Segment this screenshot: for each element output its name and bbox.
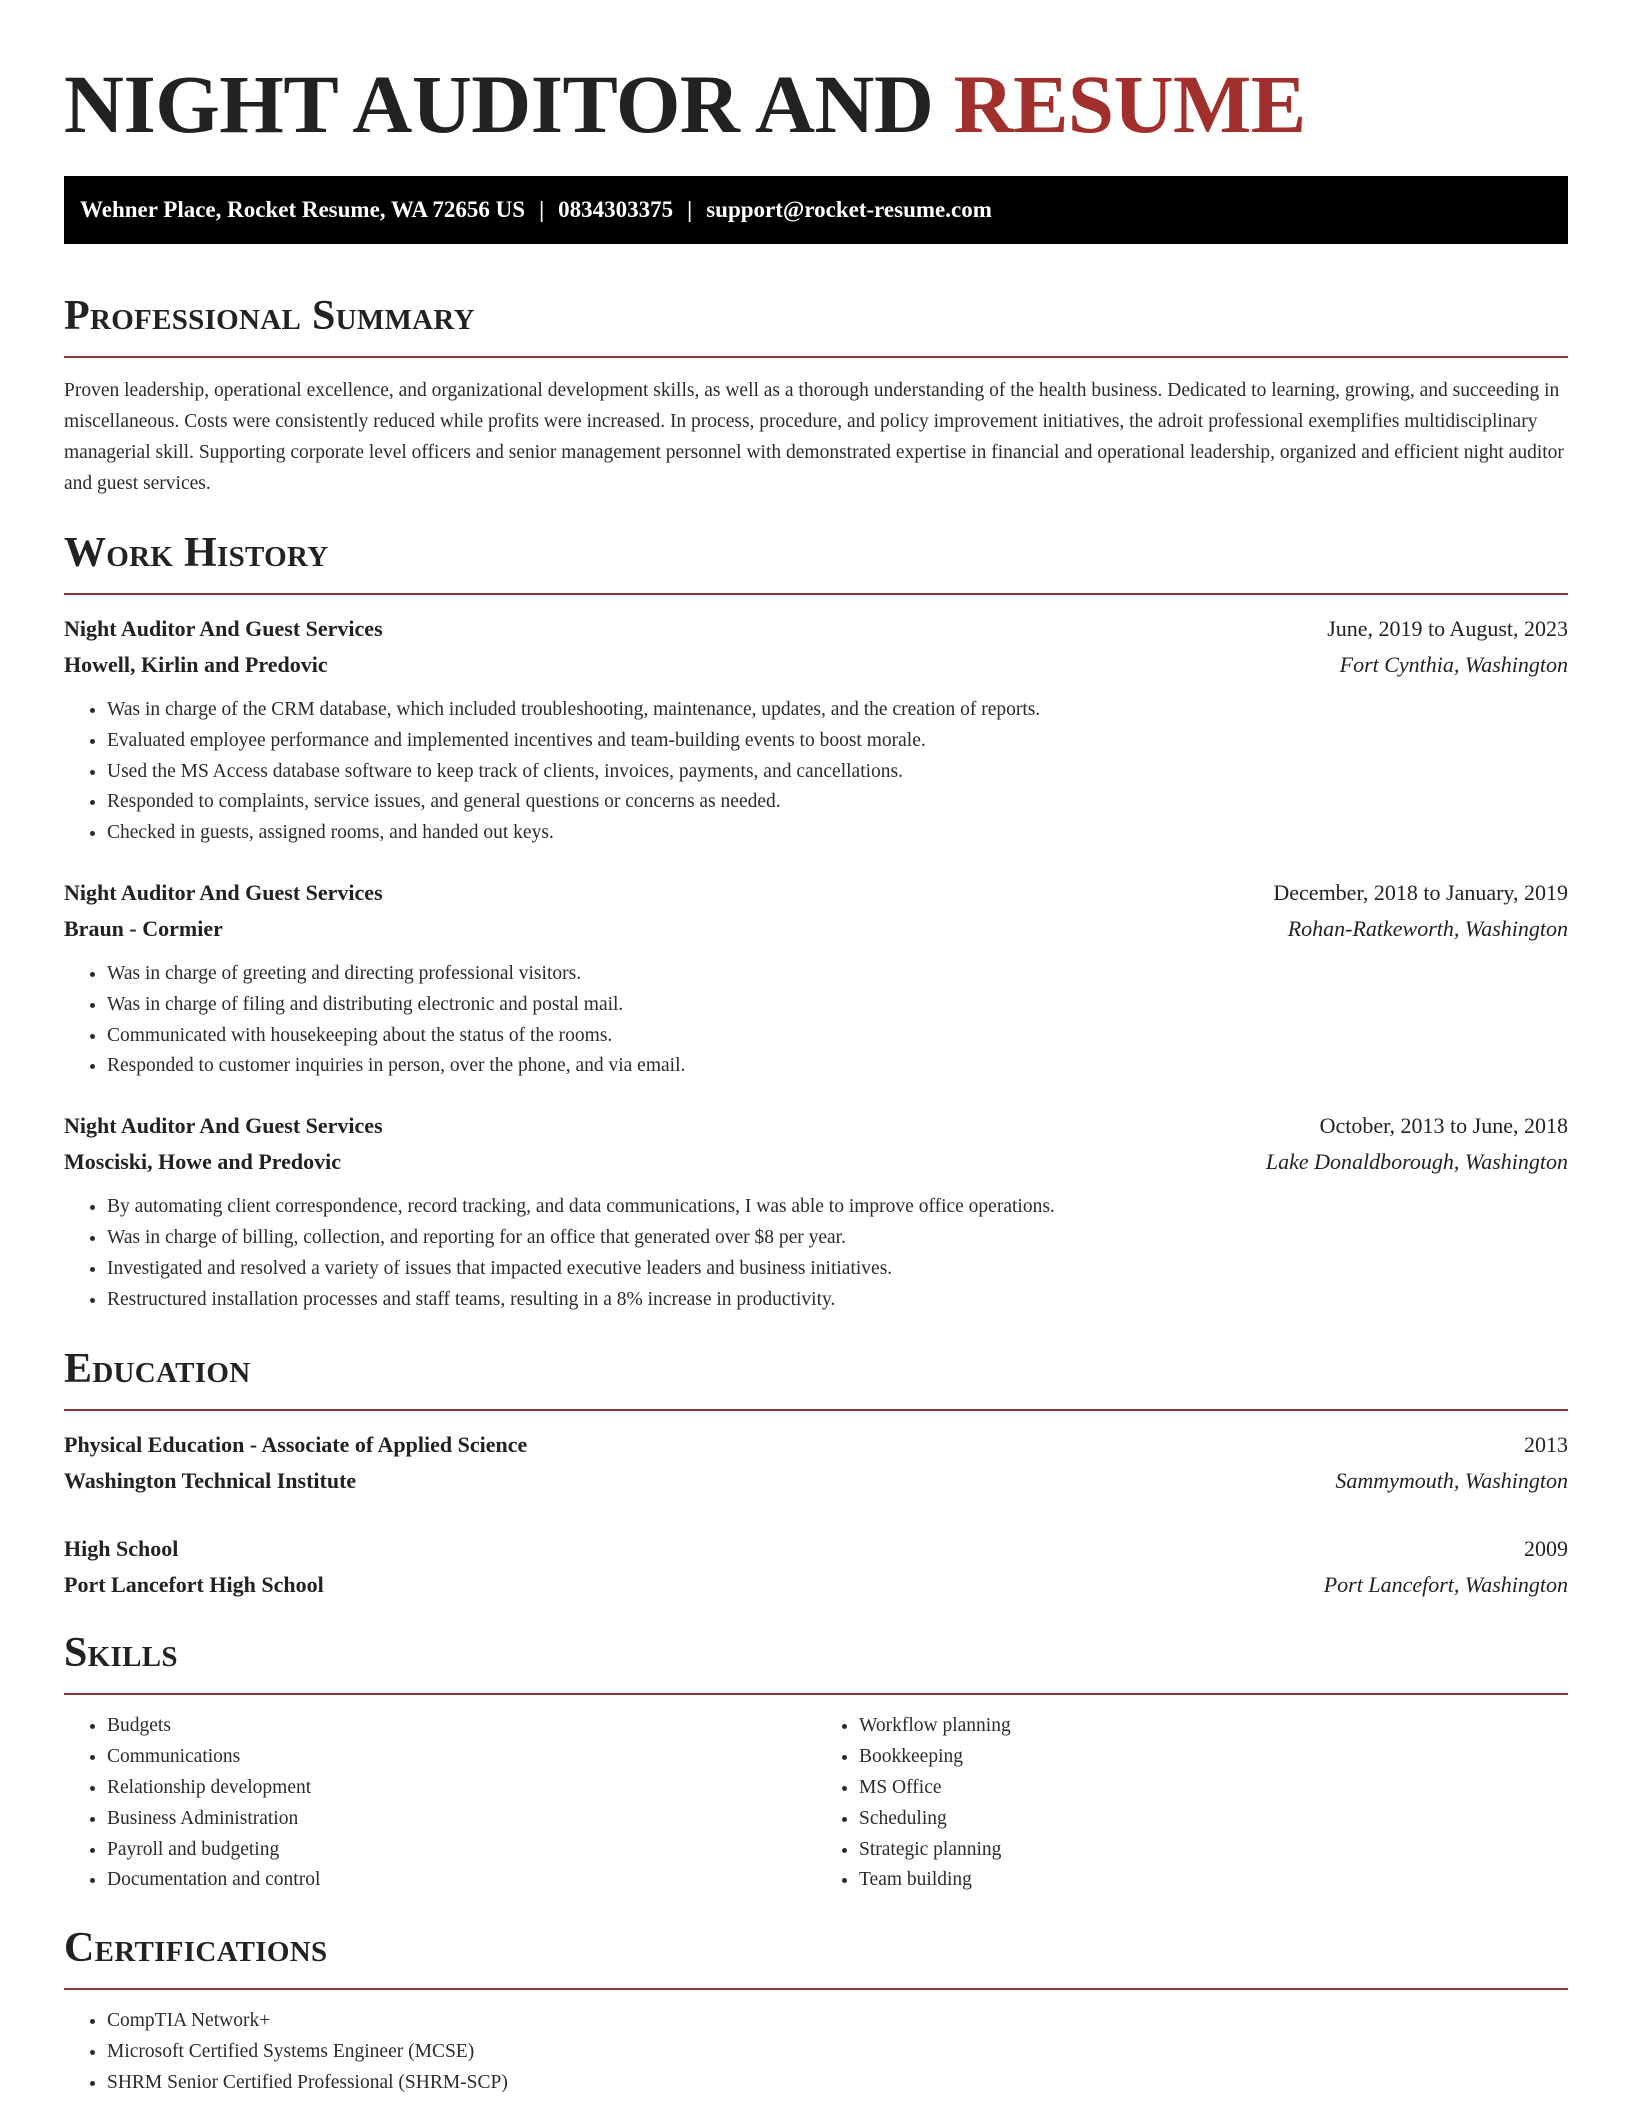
job-bullet: • Responded to customer inquiries in person, over the phone, and via email. — [107, 1051, 1568, 1082]
skill-item: • MS Office — [859, 1773, 1568, 1804]
job-location: Fort Cynthia, Washington — [1339, 652, 1568, 677]
work-history-section — [64, 527, 1568, 1315]
job-title: Night Auditor And Guest Services — [64, 879, 383, 905]
education-entry — [64, 1531, 1568, 1603]
job-bullet: • Was in charge of billing, collection, and reporting for an office that generated over $8 per year. — [107, 1223, 1568, 1254]
skill-item: • Budgets — [107, 1711, 816, 1742]
job-company-row — [64, 1144, 1568, 1180]
education-school: Washington Technical Institute — [64, 1468, 357, 1494]
certification-item: • Microsoft Certified Systems Engineer (MCSE) — [107, 2037, 1568, 2068]
job-company: Braun - Cormier — [64, 915, 223, 941]
job-bullet: • Checked in guests, assigned rooms, and handed out keys. — [107, 818, 1568, 849]
job-bullet: • Used the MS Access database software to keep track of clients, invoices, payments, and cancellations. — [107, 757, 1568, 788]
resume-title — [64, 0, 1568, 176]
contact-phone: 0834303375 — [558, 197, 674, 222]
summary-heading: Professional Summary — [64, 293, 475, 339]
skill-item: • Business Administration — [107, 1804, 816, 1835]
education-school-row — [64, 1567, 1568, 1603]
education-entry — [64, 1427, 1568, 1499]
section-divider — [64, 356, 1568, 358]
contact-email: support@rocket-resume.com — [706, 197, 992, 222]
skill-item: • Relationship development — [107, 1773, 816, 1804]
job-location: Rohan-Ratkeworth, Washington — [1287, 915, 1568, 941]
job-company-row — [64, 647, 1568, 683]
job-entry — [64, 1108, 1568, 1315]
skills-list-right — [816, 1711, 1568, 1896]
education-location: Sammymouth, Washington — [1335, 1468, 1568, 1494]
skills-list-left — [64, 1711, 816, 1896]
work-history-heading: Work History — [64, 530, 329, 576]
job-bullet: • Investigated and resolved a variety of issues that impacted executive leaders and business initiatives. — [107, 1254, 1568, 1285]
job-header-row — [64, 875, 1568, 911]
contact-separator: | — [539, 197, 545, 222]
skill-item: • Team building — [859, 1865, 1568, 1896]
job-company-row — [64, 911, 1568, 947]
education-header-row — [64, 1427, 1568, 1463]
job-entry — [64, 611, 1568, 849]
job-bullet: • Was in charge of filing and distributing electronic and postal mail. — [107, 990, 1568, 1021]
job-bullets — [64, 1192, 1568, 1315]
education-heading: Education — [64, 1346, 251, 1393]
job-company: Mosciski, Howe and Predovic — [64, 1149, 342, 1175]
job-dates: December, 2018 to January, 2019 — [1273, 879, 1568, 905]
job-bullet: • Was in charge of the CRM database, which included troubleshooting, maintenance, updates, and the creation of reports. — [107, 695, 1568, 726]
education-school: Port Lancefort High School — [64, 1572, 324, 1598]
skill-item: • Payroll and budgeting — [107, 1835, 816, 1866]
education-header-row — [64, 1531, 1568, 1567]
job-bullets — [64, 695, 1568, 849]
title-accent: RESUME — [953, 58, 1306, 150]
education-degree: High School — [64, 1536, 179, 1562]
section-divider — [64, 593, 1568, 595]
job-location: Lake Donaldborough, Washington — [1265, 1149, 1568, 1175]
job-bullet: • Was in charge of greeting and directing professional visitors. — [107, 959, 1568, 990]
certification-item: • CompTIA Network+ — [107, 2006, 1568, 2037]
education-section — [64, 1343, 1568, 1603]
section-divider — [64, 1693, 1568, 1695]
section-divider — [64, 1409, 1568, 1411]
certifications-heading: Certifications — [64, 1925, 328, 1972]
job-bullets — [64, 959, 1568, 1082]
job-bullet: • Communicated with housekeeping about the status of the rooms. — [107, 1021, 1568, 1052]
education-year: 2009 — [1524, 1536, 1568, 1562]
job-title: Night Auditor And Guest Services — [64, 616, 383, 641]
skills-section — [64, 1627, 1568, 1896]
contact-bar — [64, 176, 1568, 244]
job-company: Howell, Kirlin and Predovic — [64, 652, 328, 677]
job-header-row — [64, 1108, 1568, 1144]
job-bullet: • Restructured installation processes and staff teams, resulting in a 8% increase in productivity. — [107, 1285, 1568, 1316]
education-year: 2013 — [1524, 1432, 1568, 1458]
contact-address: Wehner Place, Rocket Resume, WA 72656 US — [80, 197, 526, 222]
skill-item: • Scheduling — [859, 1804, 1568, 1835]
skill-item: • Bookkeeping — [859, 1742, 1568, 1773]
skill-item: • Workflow planning — [859, 1711, 1568, 1742]
job-header-row — [64, 611, 1568, 647]
job-dates: June, 2019 to August, 2023 — [1327, 616, 1568, 641]
skills-heading: Skills — [64, 1630, 178, 1677]
certifications-section — [64, 1922, 1568, 2098]
education-location: Port Lancefort, Washington — [1323, 1572, 1568, 1598]
job-dates: October, 2013 to June, 2018 — [1319, 1113, 1568, 1139]
section-divider — [64, 1988, 1568, 1990]
job-bullet: • By automating client correspondence, record tracking, and data communications, I was able to improve office operations. — [107, 1192, 1568, 1223]
skills-grid — [64, 1711, 1568, 1896]
skill-item: • Documentation and control — [107, 1865, 816, 1896]
skill-item: • Communications — [107, 1742, 816, 1773]
job-bullet: • Evaluated employee performance and implemented incentives and team-building events to boost morale. — [107, 726, 1568, 757]
job-bullet: • Responded to complaints, service issues, and general questions or concerns as needed. — [107, 787, 1568, 818]
skill-item: • Strategic planning — [859, 1835, 1568, 1866]
job-entry — [64, 875, 1568, 1082]
job-title: Night Auditor And Guest Services — [64, 1113, 383, 1139]
certification-item: • SHRM Senior Certified Professional (SHRM-SCP) — [107, 2068, 1568, 2099]
contact-separator: | — [687, 197, 693, 222]
summary-text: Proven leadership, operational excellence, and organizational development skills, as well as a thorough understanding of the health business. Dedicated to learning, growing, and succeeding in miscellaneous. Costs were consistently reduced while profits were increased. In process, procedure, and policy improvement initiatives, the adroit professional exemplifies multidisciplinary managerial skill. Supporting corporate level officers and senior management personnel with demonstrated expertise in financial and operational leadership, organized and efficient night auditor and guest services. — [64, 380, 1564, 494]
certifications-list — [64, 2006, 1568, 2098]
title-main: NIGHT AUDITOR AND — [64, 58, 934, 150]
summary-section — [64, 290, 1568, 499]
education-degree: Physical Education - Associate of Applied Science — [64, 1432, 528, 1458]
education-school-row — [64, 1463, 1568, 1499]
